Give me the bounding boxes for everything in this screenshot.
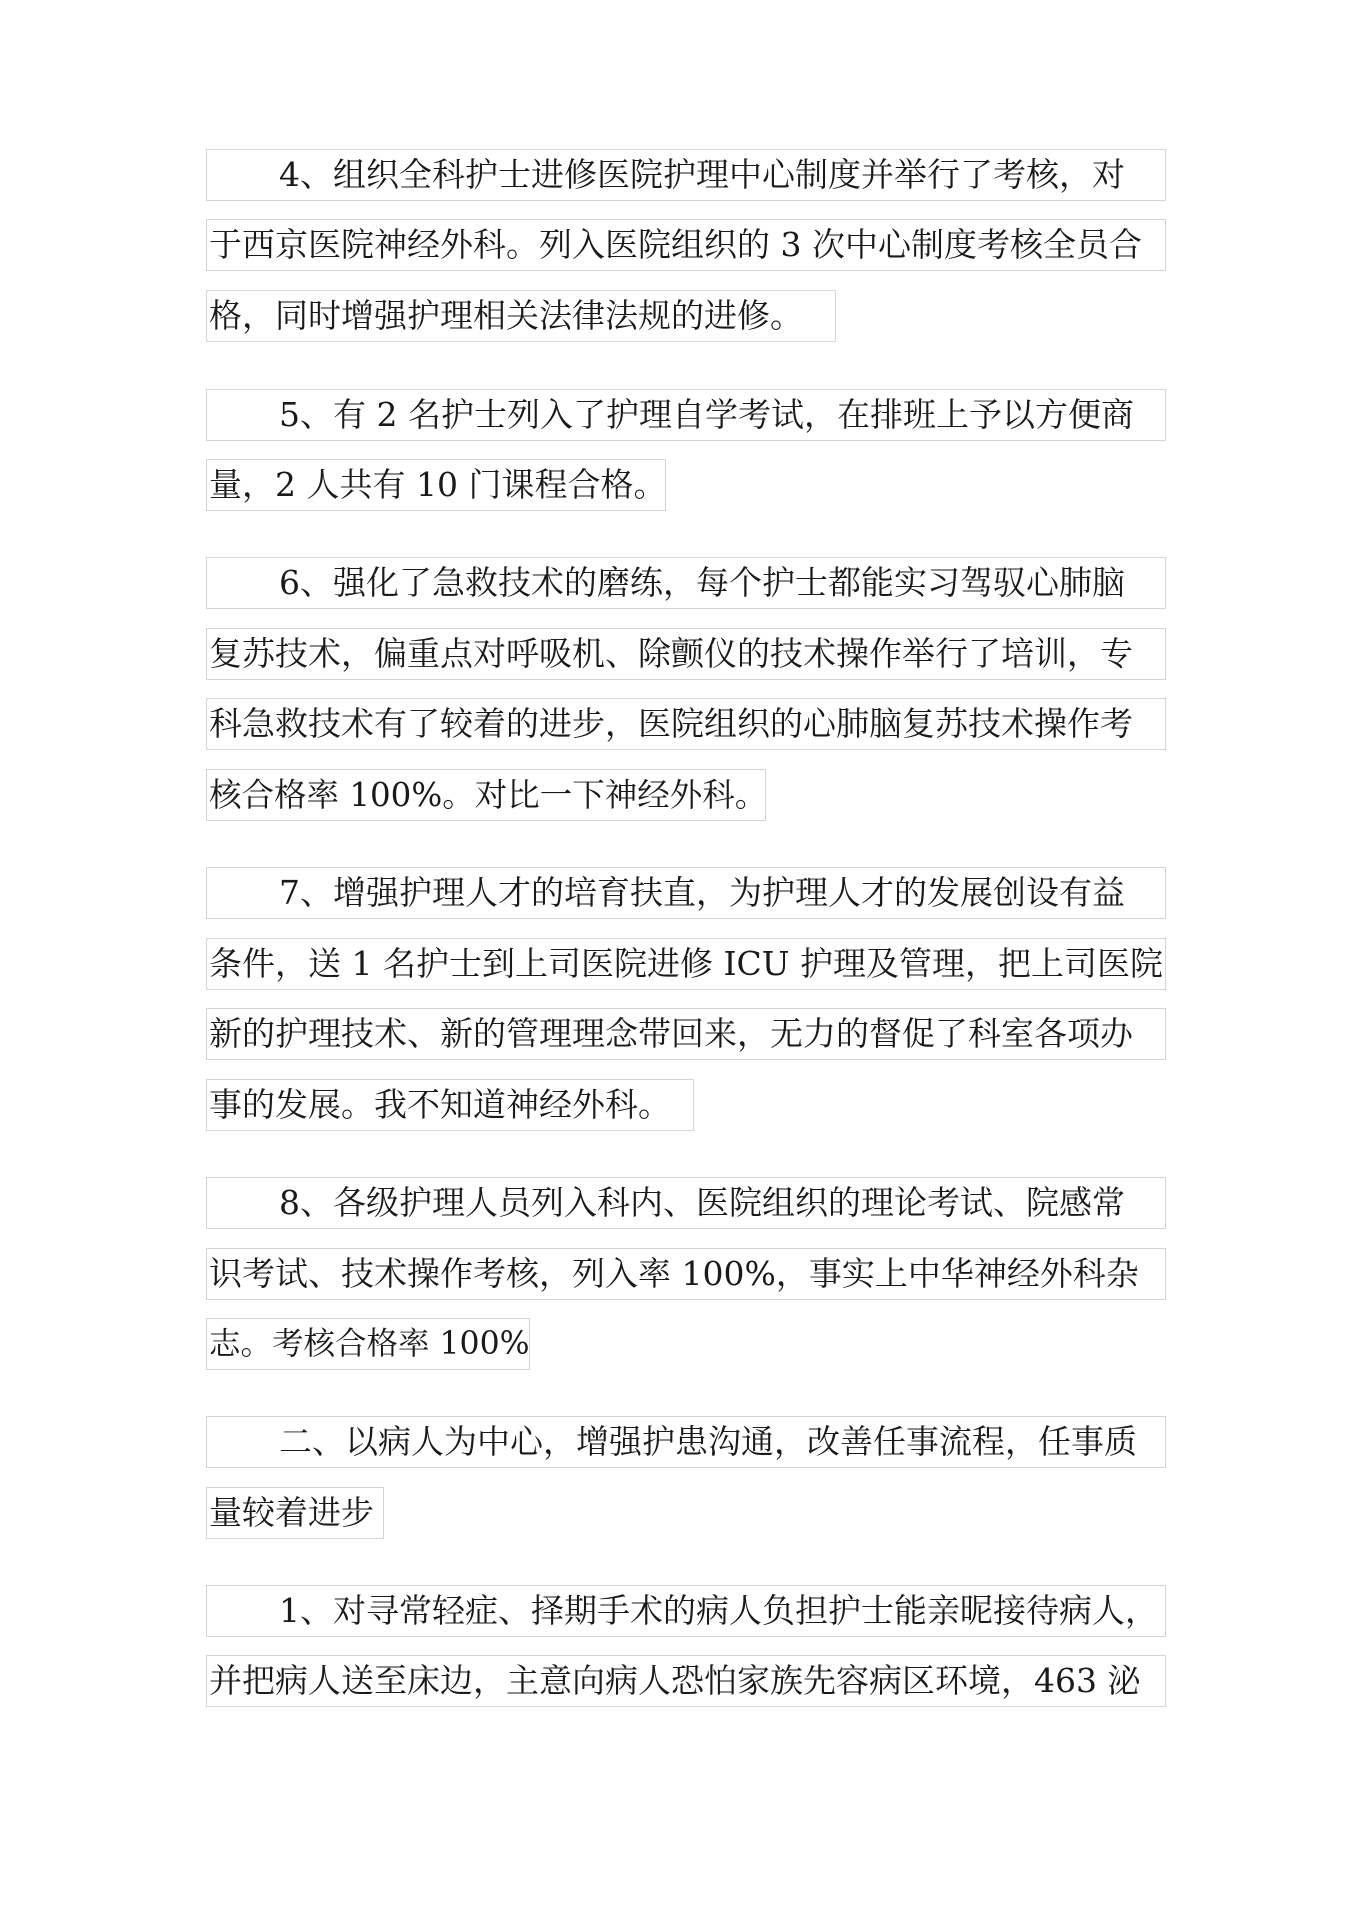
text-line: 5、有 2 名护士列入了护理自学考试，在排班上予以方便商	[206, 389, 1166, 441]
text-line: 7、增强护理人才的培育扶直，为护理人才的发展创设有益	[206, 867, 1166, 919]
text-line: 科急救技术有了较着的进步，医院组织的心肺脑复苏技术操作考	[206, 698, 1166, 750]
text-line: 1、对寻常轻症、择期手术的病人负担护士能亲昵接待病人，	[206, 1585, 1166, 1637]
text-line: 条件，送 1 名护士到上司医院进修 ICU 护理及管理，把上司医院	[206, 938, 1166, 990]
text-line: 志。考核合格率 100%	[206, 1318, 530, 1370]
text-line: 事的发展。我不知道神经外科。	[206, 1079, 694, 1131]
text-line: 量，2 人共有 10 门课程合格。	[206, 459, 666, 511]
text-line: 量较着进步	[206, 1487, 384, 1539]
text-line: 复苏技术，偏重点对呼吸机、除颤仪的技术操作举行了培训，专	[206, 628, 1166, 680]
text-line: 识考试、技术操作考核，列入率 100%，事实上中华神经外科杂	[206, 1248, 1166, 1300]
text-line: 新的护理技术、新的管理理念带回来，无力的督促了科室各项办	[206, 1008, 1166, 1060]
text-line: 于西京医院神经外科。列入医院组织的 3 次中心制度考核全员合	[206, 219, 1166, 271]
text-line: 二、以病人为中心，增强护患沟通，改善任事流程，任事质	[206, 1416, 1166, 1468]
text-line: 8、各级护理人员列入科内、医院组织的理论考试、院感常	[206, 1177, 1166, 1229]
text-line: 4、组织全科护士进修医院护理中心制度并举行了考核，对	[206, 149, 1166, 201]
text-line: 并把病人送至床边，主意向病人恐怕家族先容病区环境，463 泌	[206, 1655, 1166, 1707]
text-line: 6、强化了急救技术的磨练，每个护士都能实习驾驭心肺脑	[206, 557, 1166, 609]
text-line: 核合格率 100%。对比一下神经外科。	[206, 769, 766, 821]
text-line: 格，同时增强护理相关法律法规的进修。	[206, 290, 836, 342]
